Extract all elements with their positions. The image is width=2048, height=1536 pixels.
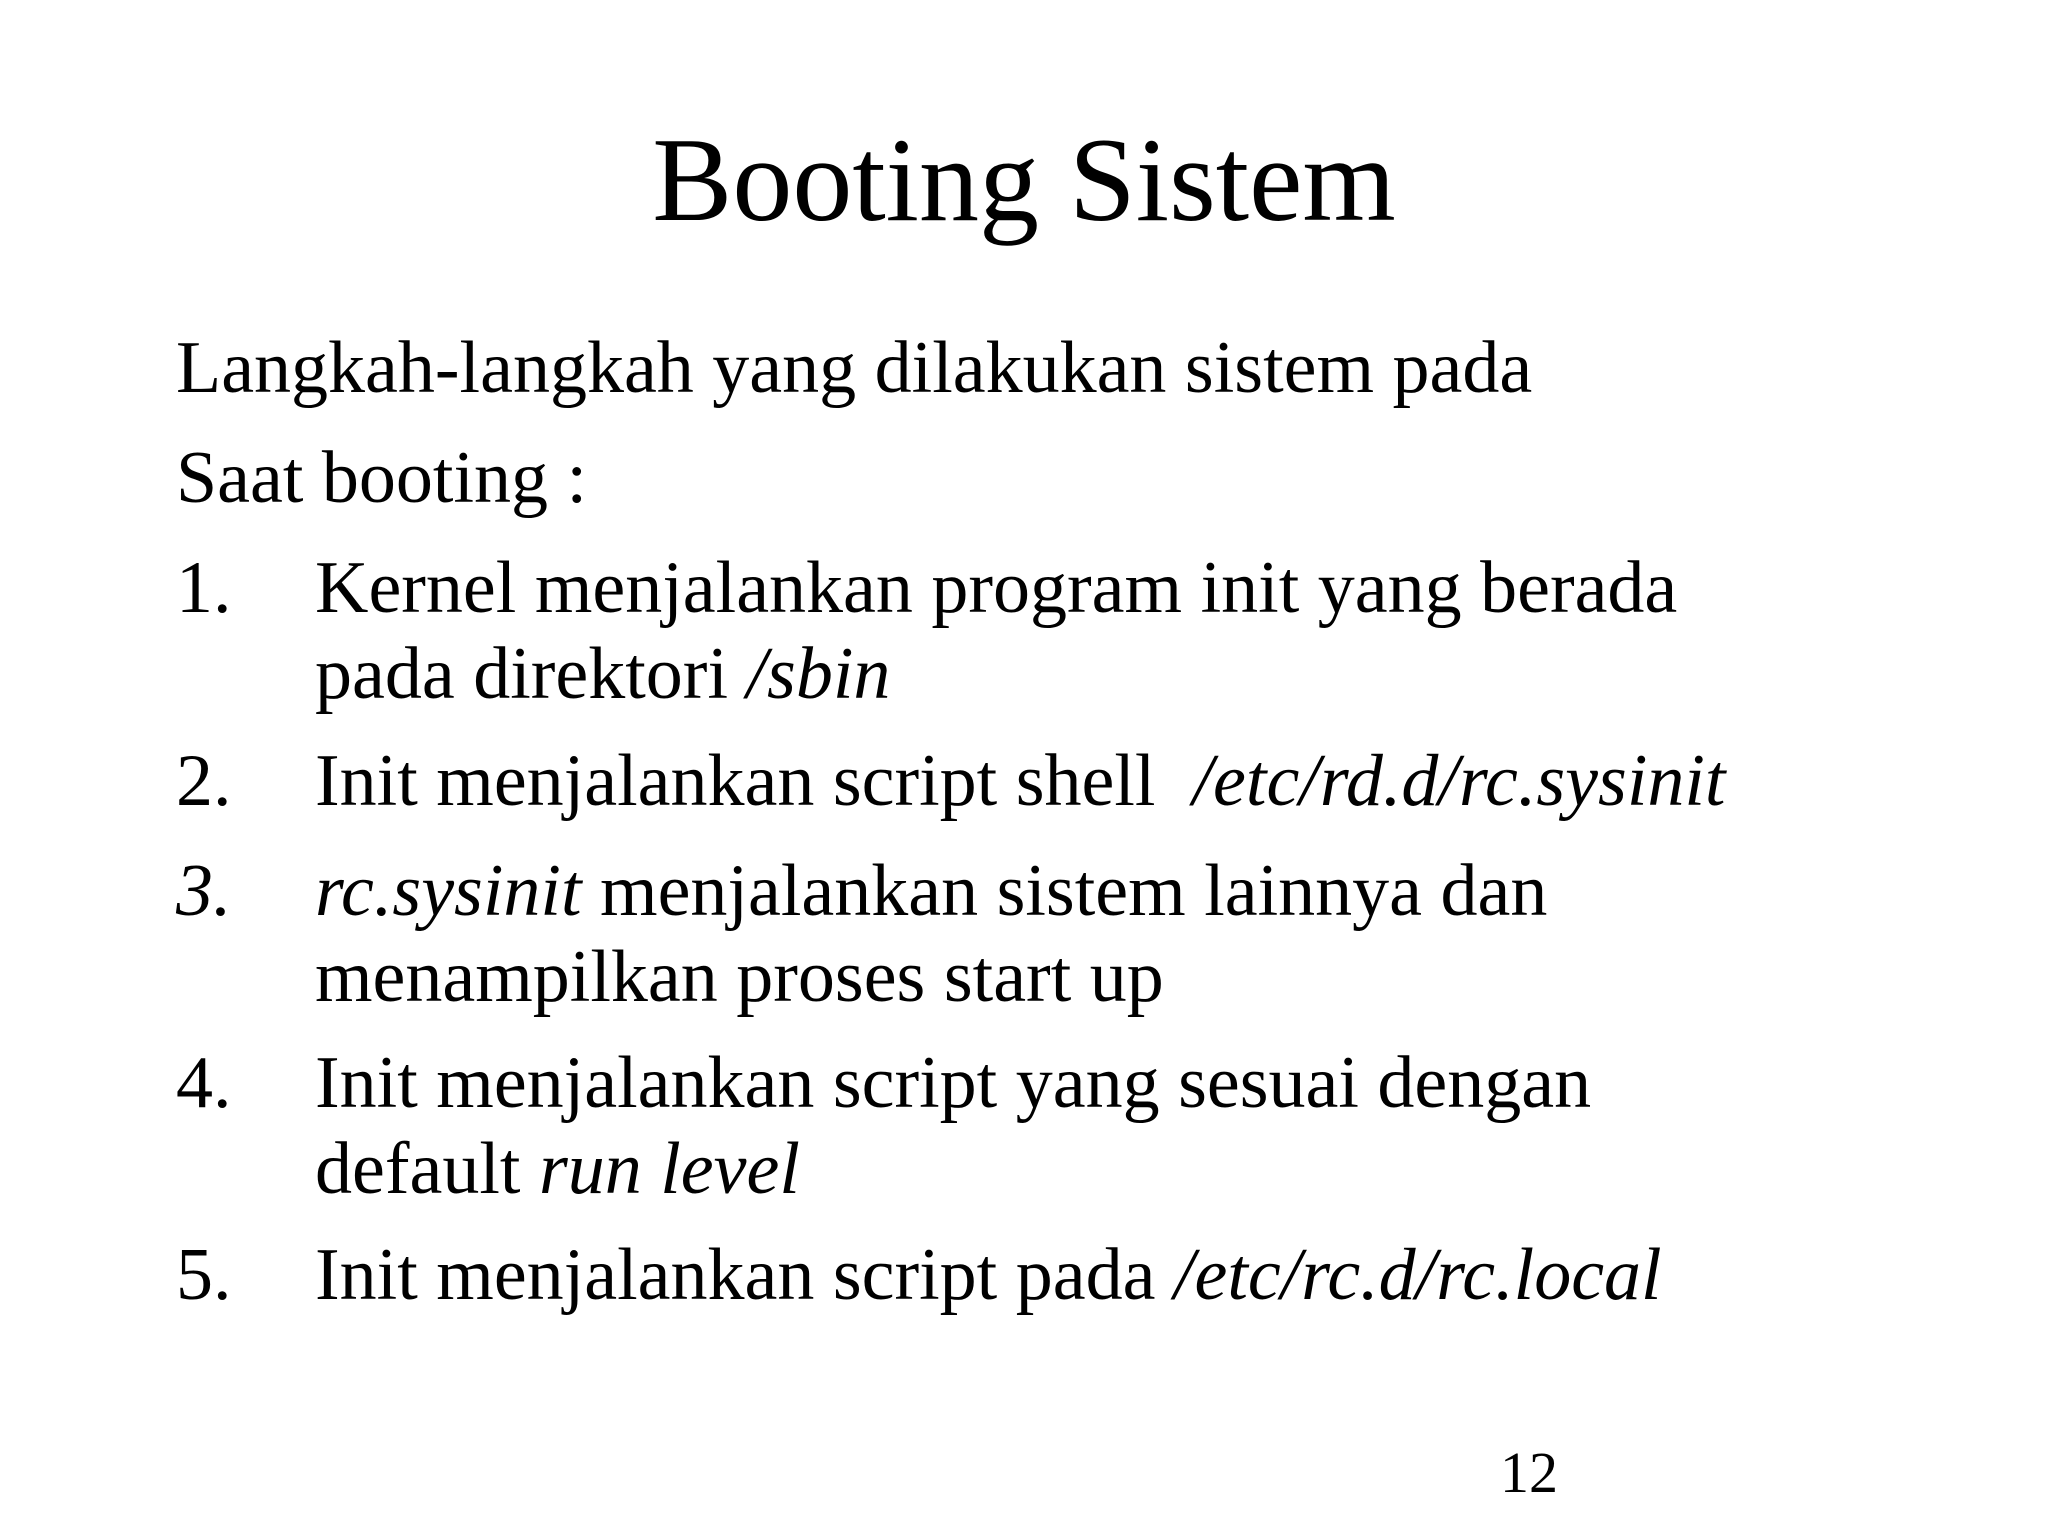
list-item-line: Kernel menjalankan program init yang berada	[315, 547, 1678, 629]
list-number: 1.	[176, 547, 232, 629]
list-item-body	[315, 1040, 1995, 1212]
list-item-body	[315, 545, 1995, 717]
list-item-text: Init menjalankan script pada	[315, 1234, 1174, 1316]
list-item-body	[315, 1232, 1995, 1318]
slide-title: Booting Sistem	[652, 113, 1396, 246]
list-item-text: menjalankan sistem lainnya dan	[581, 850, 1548, 932]
list-number: 3.	[176, 850, 232, 932]
list-item-italic: /etc/rc.d/rc.local	[1173, 1234, 1662, 1316]
list-item-line	[315, 1232, 1995, 1318]
list-item-text: default	[315, 1128, 539, 1210]
list-item-italic: rc.sysinit	[315, 850, 582, 932]
list-item-body	[315, 738, 1995, 824]
list-item-line	[315, 1126, 1995, 1212]
list-item-line	[315, 848, 1995, 934]
list-item-italic: run level	[538, 1128, 800, 1210]
list-item-text: pada direktori	[315, 633, 747, 715]
list-item-line	[315, 631, 1995, 717]
list-number: 5.	[176, 1234, 232, 1316]
page-number: 12	[1500, 1440, 1558, 1505]
list-number: 4.	[176, 1042, 232, 1124]
list-item-text: Init menjalankan script shell	[315, 740, 1193, 822]
list-item-line: menampilkan proses start up	[315, 936, 1164, 1018]
list-item-line: Init menjalankan script yang sesuai dengan	[315, 1042, 1592, 1124]
list-item-italic: /sbin	[746, 633, 891, 715]
list-number: 2.	[176, 740, 232, 822]
intro-line-1: Langkah-langkah yang dilakukan sistem pada	[176, 327, 1533, 409]
intro-line-2: Saat booting :	[176, 437, 588, 519]
list-item-body	[315, 848, 1995, 1020]
list-item-italic: /etc/rd.d/rc.sysinit	[1192, 740, 1726, 822]
list-item-line	[315, 738, 1995, 824]
